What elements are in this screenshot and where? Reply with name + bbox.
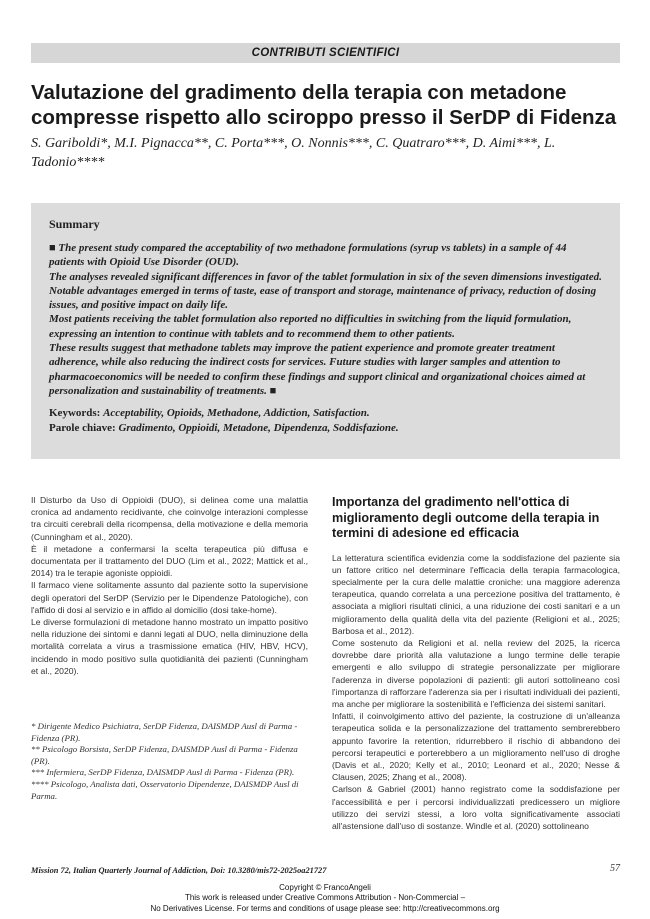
body-paragraph: Carlson & Gabriel (2001) hanno registrato come la soddisfazione per l'accessibilità e per i percorsi individualizzati predicessero un migliore utilizzo dei servizi stessi, a loro volta significativamente associati all'astensione dall'uso di sostanze. Windle et al. (2020) sottolineano (332, 784, 620, 831)
parole-chiave-label: Parole chiave: (49, 421, 116, 434)
footnote: **** Psicologo, Analista dati, Osservatorio Dipendenze, DAISMDP Ausl di Parma. (31, 778, 299, 801)
parole-chiave-value: Gradimento, Oppioidi, Metadone, Dipendenza, Soddisfazione. (118, 421, 399, 434)
copyright-notice (0, 883, 650, 914)
right-column (332, 495, 620, 832)
keywords-block (49, 406, 602, 435)
body-paragraph: Infatti, il coinvolgimento attivo del paziente, la costruzione di un'alleanza terapeutica solida e la personalizzazione del trattamento sembrerebbero appunto favorire la retention, ridurrebbero il rischio di abbandono dei percorsi terapeutici e porterebbero a un miglioramento nell'uso di droghe (Davis et al., 2020; Kelly et al., 2010; Leonard et al., 2020; Nesse & Clausen, 2025; Zhang et al., 2008). (332, 711, 620, 783)
section-banner: CONTRIBUTI SCIENTIFICI (31, 43, 620, 63)
copyright-line: Copyright © FrancoAngeli (279, 883, 371, 892)
left-column-body (31, 494, 308, 677)
summary-heading: Summary (49, 217, 100, 231)
footnote: *** Infermiera, SerDP Fidenza, DAISMDP Ausl di Parma - Fidenza (PR). (31, 767, 295, 778)
license-line: This work is released under Creative Commons Attribution - Non-Commercial – (184, 893, 466, 903)
summary-paragraph: Most patients receiving the tablet formulation also reported no difficulties in switching from the liquid formulation, expressing an intention to continue with tablets and to recommend them to other patients. (49, 313, 572, 340)
body-paragraph: Come sostenuto da Religioni et al. nella review del 2025, la ricerca dovrebbe dare priorità alla valutazione a lungo termine delle terapie emergenti e allo sviluppo di strategie personalizzate per migliorare l'aderenza in diverse popolazioni di pazienti: gli autori sottolineano così l'importanza di rafforzare l'aderenza sia per i risultati individuali dei pazienti, ma anche per migliorare la sostenibilità e l'efficienza dei sistemi sanitari. (332, 637, 620, 709)
body-paragraph: Il Disturbo da Uso di Oppioidi (DUO), si delinea come una malattia cronica ad andamento recidivante, che coinvolge interazioni complesse tra circuiti cerebrali della ricompensa, della motivazione e della memoria (Cunningham et al., 2020). (31, 495, 308, 542)
summary-text (49, 241, 602, 398)
parole-chiave-line (49, 421, 602, 435)
summary-box (31, 203, 620, 459)
page-number: 57 (610, 863, 620, 874)
article-authors: S. Gariboldi*, M.I. Pignacca**, C. Porta***, O. Nonnis***, C. Quatraro***, D. Aimi***, L. Tadonio**** (31, 136, 556, 170)
summary-paragraph: The analyses revealed significant differences in favor of the tablet formulation in six of the seven dimensions investigated. (49, 270, 602, 283)
keywords-label: Keywords: (49, 407, 101, 420)
author-footnotes (31, 721, 308, 802)
keywords-line (49, 406, 602, 420)
body-paragraph: Le diverse formulazioni di metadone hanno mostrato un impatto positivo nella riduzione dei sintomi e danni legati al DUO, nella diminuzione della mortalità correlata a virus a trasmissione ematica (HIV, HBV, HCV), incidendo in modo positivo sulla quotidianità dei pazienti (Cunningham et al., 2020). (31, 617, 308, 676)
section-heading: Importanza del gradimento nell'ottica di miglioramento degli outcome della terapia in termini di adesione ed efficacia (332, 495, 600, 540)
body-paragraph: È il metadone a confermarsi la scelta terapeutica più diffusa e documentata per il trattamento del DUO (Lim et al., 2022; Mattick et al., 2014) tra le terapie agoniste oppioidi. (31, 543, 308, 579)
journal-citation: Mission 72, Italian Quarterly Journal of Addiction, Doi: 10.3280/mis72-2025oa21727 (31, 866, 327, 875)
license-link-line: No Derivatives License. For terms and conditions of usage please see: http://creativecommons.org (150, 903, 500, 913)
summary-paragraph: ■ The present study compared the acceptability of two methadone formulations (syrup vs tablets) in a sample of 44 patients with Opioid Use Disorder (OUD). (49, 242, 567, 269)
summary-paragraph: These results suggest that methadone tablets may improve the patient experience and promote greater treatment adherence, while also reducing the indirect costs for services. Future studies with larger samples and attention to pharmacoeconomics will be needed to confirm these findings and support clinical and organizational choices aimed at personalization and sustainability of treatments. ■ (49, 342, 586, 397)
body-paragraph: Il farmaco viene solitamente assunto dal paziente sotto la supervisione degli operatori del SerDP (Servizio per le Dipendenze Patologiche), con l'affido di dosi al servizio e in affido al domicilio (dosi take-home). (31, 580, 308, 615)
body-paragraph: La letteratura scientifica evidenzia come la soddisfazione del paziente sia un fattore critico nel determinare l'efficacia della terapia farmacologica, specialmente per la cura delle malattie croniche: una maggiore aderenza terapeutica, quando correlata a una percezione positiva del trattamento, è associata a migliori risultati clinici, a una riduzione dei costi sanitari e a un miglioramento della qualità della vita del paziente (Religioni et al., 2025; Barbosa et al., 2012). (332, 552, 620, 636)
article-title: Valutazione del gradimento della terapia con metadone compresse rispetto allo sciroppo presso il SerDP di Fidenza (31, 81, 617, 129)
summary-paragraph: Notable advantages emerged in terms of taste, ease of transport and storage, maintenance of privacy, reduction of dosing issues, and positive impact on daily life. (49, 284, 597, 312)
footnote: * Dirigente Medico Psichiatra, SerDP Fidenza, DAISMDP Ausl di Parma - Fidenza (PR). (31, 721, 298, 743)
footnote: ** Psicologo Borsista, SerDP Fidenza, DAISMDP Ausl di Parma - Fidenza (PR). (31, 744, 298, 766)
right-column-body (332, 552, 620, 833)
keywords-value: Acceptability, Opioids, Methadone, Addiction, Satisfaction. (103, 407, 370, 420)
